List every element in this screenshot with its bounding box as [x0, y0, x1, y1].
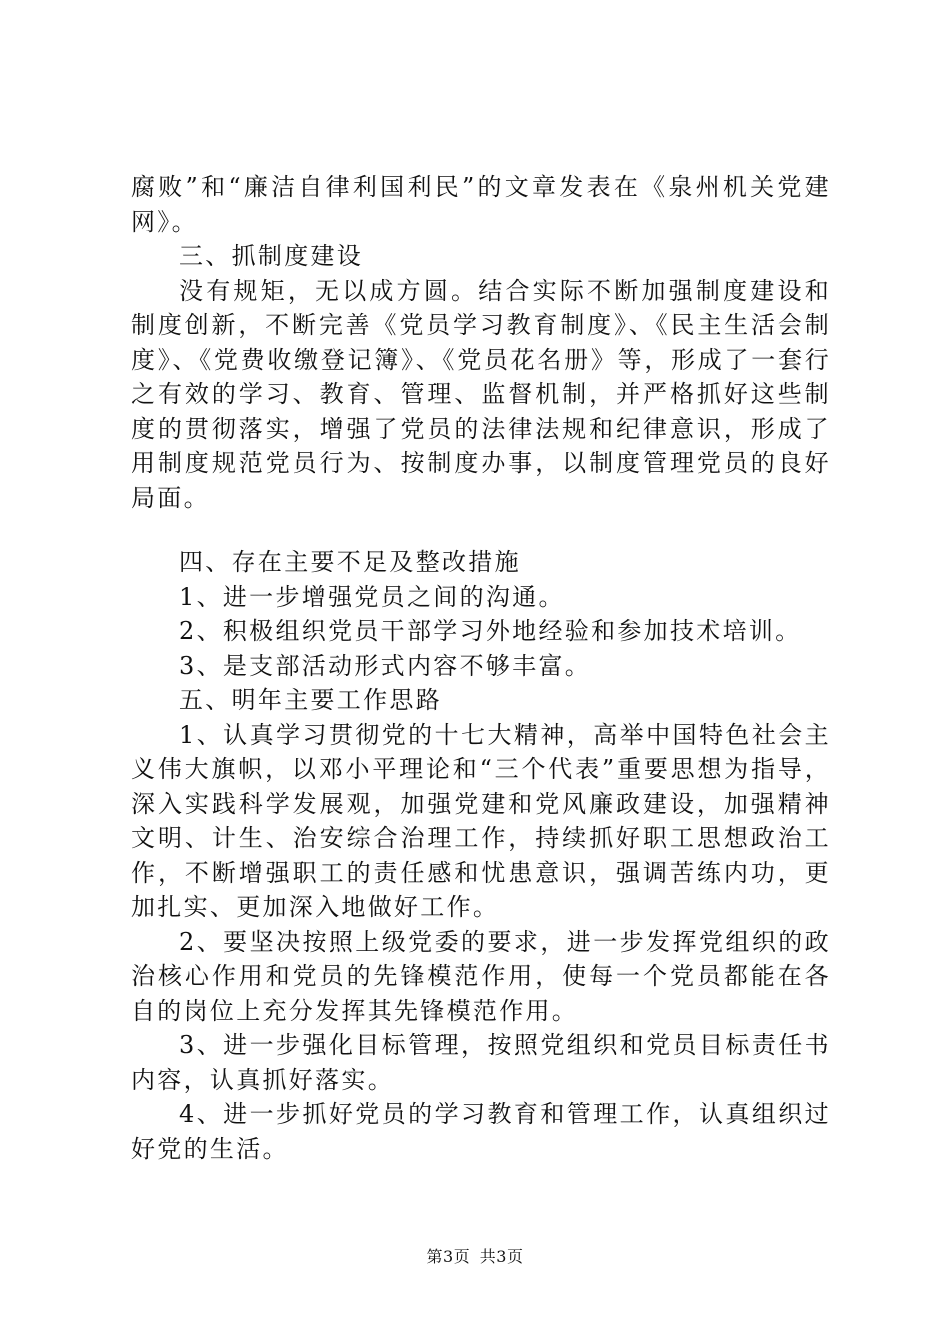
- list-item-shortcoming-2: 2、积极组织党员干部学习外地经验和参加技术培训。: [179, 617, 802, 645]
- page-number: 第3页: [426, 1247, 471, 1266]
- list-item-plan-2: 2、要坚决按照上级党委的要求，进一步发挥党组织的政治核心作用和党员的先锋模范作用，使每一个党员都能在各自的岗位上充分发挥其先锋模范作用。: [131, 927, 831, 1025]
- paragraph-continuation: 腐败”和“廉洁自律利国利民”的文章发表在《泉州机关党建网》。: [131, 173, 831, 236]
- list-item-shortcoming-1: 1、进一步增强党员之间的沟通。: [179, 582, 565, 611]
- list-item-plan-3: 3、进一步强化目标管理，按照党组织和党员目标责任书内容，认真抓好落实。: [131, 1031, 831, 1094]
- paragraph-spacer: [131, 515, 831, 545]
- section-heading-next-year-plan: 五、明年主要工作思路: [179, 686, 442, 714]
- paragraph-system-building: 没有规矩，无以成方圆。结合实际不断加强制度建设和制度创新，不断完善《党员学习教育制度》、《民主生活会制度》、《党费收缴登记簿》、《党员花名册》等，形成了一套行之有效的学习、教育、管理、监督机制，并严格抓好这些制度的贯彻落实，增强了党员的法律法规和纪律意识，形成了用制度规范党员行为、按制度办事，以制度管理党员的良好局面。: [131, 276, 831, 512]
- page-total: 共3页: [479, 1247, 524, 1266]
- page-footer: [0, 1244, 950, 1267]
- list-item-shortcoming-3: 3、是支部活动形式内容不够丰富。: [179, 651, 592, 680]
- section-heading-system-building: 三、抓制度建设: [179, 242, 364, 270]
- list-item-plan-1: 1、认真学习贯彻党的十七大精神，高举中国特色社会主义伟大旗帜，以邓小平理论和“三个代表”重要思想为指导，深入实践科学发展观，加强党建和党风廉政建设，加强精神文明、计生、治安综合治理工作，持续抓好职工思想政治工作，不断增强职工的责任感和忧患意识，强调苦练内功，更加扎实、更加深入地做好工作。: [131, 720, 831, 921]
- list-item-plan-4: 4、进一步抓好党员的学习教育和管理工作，认真组织过好党的生活。: [131, 1100, 831, 1163]
- document-body: [131, 170, 831, 1166]
- section-heading-shortcomings: 四、存在主要不足及整改措施: [179, 548, 521, 576]
